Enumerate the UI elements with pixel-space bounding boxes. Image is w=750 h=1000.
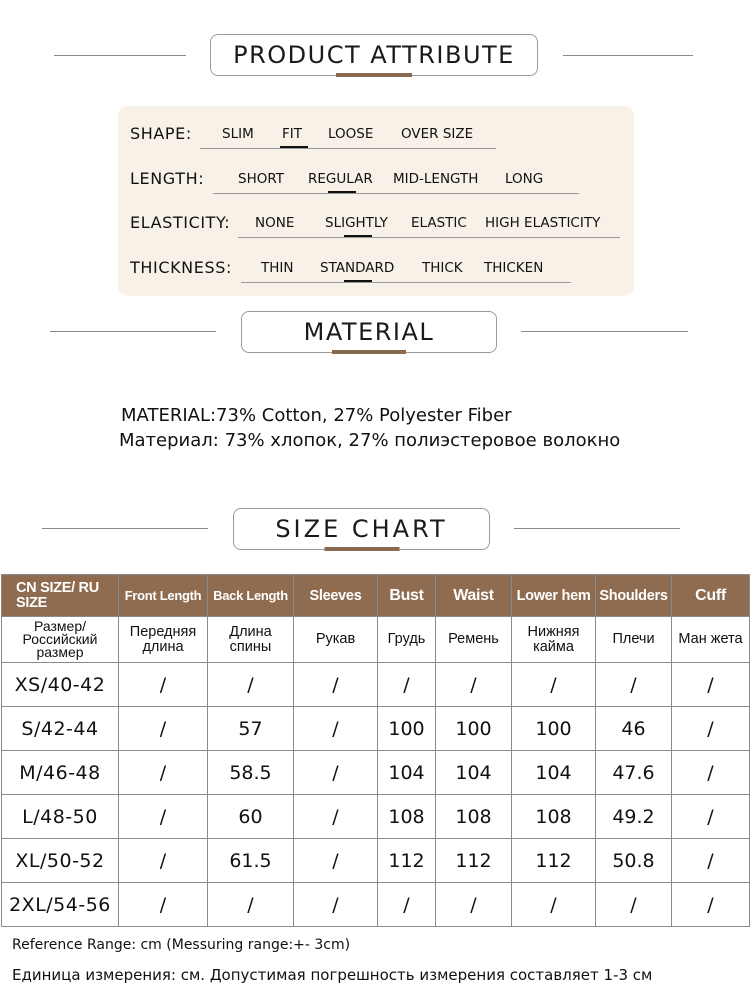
size-label-cell: XL/50-52 [2,839,119,883]
table-cell: / [294,883,378,927]
table-row [2,663,750,707]
table-header-cell: Shoulders [596,575,672,617]
table-cell: / [378,883,436,927]
table-header-cell: Bust [378,575,436,617]
table-cell: 104 [436,751,512,795]
attr-option: OVER SIZE [401,126,474,142]
table-header-cell: Back Length [208,575,294,617]
table-cell: / [672,795,750,839]
material-text-ru: Материал: 73% хлопок, 27% полиэстеровое волокно [119,430,621,451]
section-title-text: MATERIAL [303,318,435,346]
size-label-cell: M/46-48 [2,751,119,795]
divider-line [42,528,208,529]
table-row [2,707,750,751]
title-underbar [336,73,412,77]
table-header-row-ru [2,617,750,663]
table-row [2,795,750,839]
attr-rule [213,193,579,194]
table-cell: / [208,883,294,927]
attr-row-elasticity [118,209,634,239]
table-header-cell-ru: Нижняя кайма [512,617,596,663]
section-title-size-chart [233,508,490,550]
attr-row-shape [118,120,634,150]
table-header-cell: Cuff [672,575,750,617]
table-cell: 50.8 [596,839,672,883]
attr-option-selected: REGULAR [308,171,373,187]
table-cell: / [672,663,750,707]
attr-option: THICK [422,260,463,276]
table-cell: / [672,751,750,795]
table-cell: / [294,663,378,707]
table-header-cell-ru: Длина спины [208,617,294,663]
table-header-cell: CN SIZE/ RU SIZE [2,575,119,617]
table-cell: 100 [512,707,596,751]
table-header-cell-ru: Ман жета [672,617,750,663]
table-cell: 49.2 [596,795,672,839]
table-cell: 108 [512,795,596,839]
attr-option: SLIM [222,126,254,142]
table-header-cell: Sleeves [294,575,378,617]
attr-option: THICKEN [484,260,544,276]
table-header-cell-ru: Плечи [596,617,672,663]
title-underbar [324,547,399,551]
size-label-cell: XS/40-42 [2,663,119,707]
table-cell: / [672,839,750,883]
table-header-row [2,575,750,617]
attr-option: LOOSE [328,126,374,142]
table-cell: 57 [208,707,294,751]
attr-option: HIGH ELASTICITY [485,215,601,231]
table-cell: / [294,839,378,883]
title-underbar [332,350,406,354]
table-header-cell-ru: Рукав [294,617,378,663]
table-cell: 112 [378,839,436,883]
table-cell: 108 [378,795,436,839]
table-cell: / [596,883,672,927]
divider-line [563,55,693,56]
table-cell: 46 [596,707,672,751]
table-cell: 58.5 [208,751,294,795]
measurement-note-ru: Единица измерения: см. Допустимая погрешность измерения составляет 1-3 см [12,966,653,984]
divider-line [514,528,680,529]
table-cell: / [119,751,208,795]
table-cell: / [378,663,436,707]
table-row [2,751,750,795]
table-cell: / [119,795,208,839]
table-header-cell-ru: Размер/ Российский размер [2,617,119,663]
section-title-text: SIZE CHART [275,515,448,543]
table-cell: / [208,663,294,707]
size-chart-table [1,574,750,927]
table-cell: / [119,707,208,751]
table-cell: / [512,663,596,707]
divider-line [50,331,216,332]
table-cell: / [512,883,596,927]
table-header-cell: Waist [436,575,512,617]
table-cell: 108 [436,795,512,839]
size-label-cell: 2XL/54-56 [2,883,119,927]
table-header-cell-ru: Грудь [378,617,436,663]
attr-option: MID-LENGTH [393,171,479,187]
table-header-cell: Lower hem [512,575,596,617]
attr-rule [238,237,620,238]
section-title-material [241,311,497,353]
attr-option: THIN [261,260,294,276]
attr-option: ELASTIC [411,215,467,231]
table-header-cell-ru: Передняя длина [119,617,208,663]
table-cell: / [596,663,672,707]
table-cell: 112 [436,839,512,883]
table-cell: / [436,883,512,927]
table-cell: 47.6 [596,751,672,795]
attr-option: LONG [505,171,544,187]
attribute-panel [118,106,634,296]
table-header-cell-ru: Ремень [436,617,512,663]
table-row [2,839,750,883]
attr-rule [241,282,571,283]
table-cell: / [294,751,378,795]
divider-line [54,55,186,56]
attr-option-selected: FIT [282,126,302,142]
section-title-text: PRODUCT ATTRIBUTE [233,41,515,69]
table-cell: 104 [512,751,596,795]
table-cell: / [672,707,750,751]
table-row [2,883,750,927]
material-text-en: MATERIAL:73% Cotton, 27% Polyester Fiber [121,405,512,426]
table-cell: 104 [378,751,436,795]
table-cell: / [294,707,378,751]
attr-option: NONE [255,215,295,231]
attr-label: SHAPE: [130,124,192,143]
table-cell: / [672,883,750,927]
attr-rule [200,148,496,149]
table-cell: 61.5 [208,839,294,883]
table-cell: / [119,883,208,927]
attr-option: SHORT [238,171,284,187]
table-cell: 60 [208,795,294,839]
table-cell: 100 [378,707,436,751]
attr-label: THICKNESS: [130,258,232,277]
attr-option-selected: SLIGHTLY [325,215,388,231]
table-cell: / [436,663,512,707]
attr-row-thickness [118,254,634,284]
attr-label: ELASTICITY: [130,213,231,232]
table-cell: / [119,663,208,707]
table-cell: / [119,839,208,883]
attr-row-length [118,165,634,195]
table-cell: / [294,795,378,839]
size-label-cell: S/42-44 [2,707,119,751]
reference-range-note: Reference Range: cm (Messuring range:+- 3cm) [12,937,351,953]
table-cell: 112 [512,839,596,883]
divider-line [521,331,688,332]
attr-option-selected: STANDARD [320,260,395,276]
size-label-cell: L/48-50 [2,795,119,839]
table-cell: 100 [436,707,512,751]
table-header-cell: Front Length [119,575,208,617]
section-title-product-attribute [210,34,538,76]
attr-label: LENGTH: [130,169,205,188]
